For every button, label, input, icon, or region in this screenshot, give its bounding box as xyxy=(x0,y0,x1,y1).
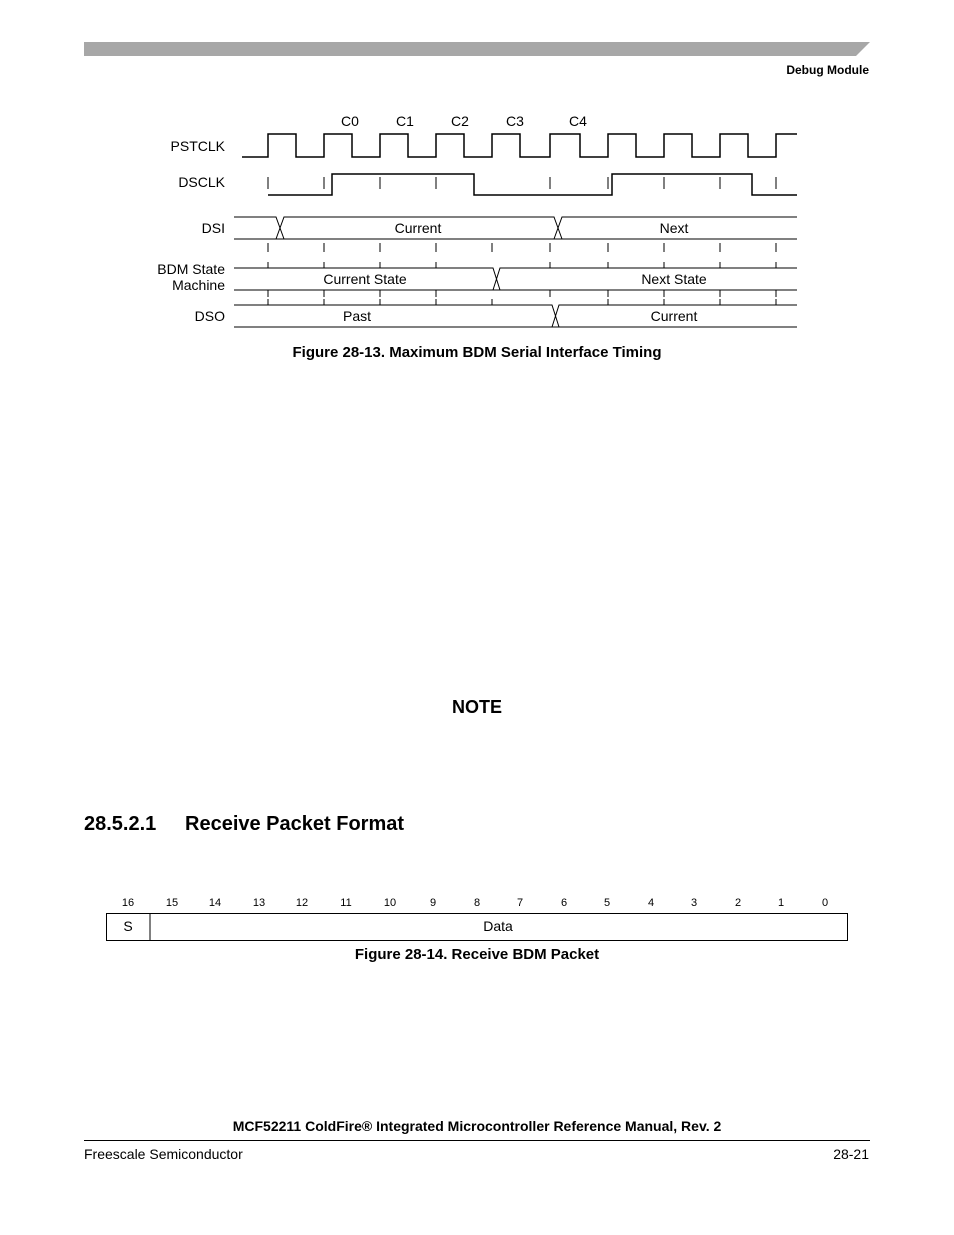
packet-box xyxy=(107,914,848,941)
bit-number: 9 xyxy=(429,897,437,909)
section-number: 28.5.2.1 xyxy=(84,813,157,835)
cycle-label-c4: C4 xyxy=(569,113,587,129)
cycle-label-c0: C0 xyxy=(341,113,359,129)
note-title: NOTE xyxy=(451,697,502,717)
cycle-label-c3: C3 xyxy=(506,113,524,129)
signal-label-bdm-line2: Machine xyxy=(172,277,225,293)
bit-number: 4 xyxy=(647,897,655,909)
bit-number: 11 xyxy=(340,897,352,909)
dsi-value-current: Current xyxy=(394,220,442,236)
signal-label-bdm-line1: BDM State xyxy=(157,261,225,277)
bit-number: 6 xyxy=(560,897,568,909)
packet-field-status: S xyxy=(123,918,133,934)
section-title: Receive Packet Format xyxy=(185,813,405,835)
bit-number: 13 xyxy=(252,897,266,909)
footer-rule xyxy=(84,1140,870,1141)
bdm-value-next-state: Next State xyxy=(641,271,707,287)
signal-label-dsi: DSI xyxy=(201,220,225,236)
bit-number: 8 xyxy=(473,897,481,909)
figure-13-caption: Figure 28-13. Maximum BDM Serial Interface Timing xyxy=(292,344,662,361)
signal-label-pstclk: PSTCLK xyxy=(170,138,225,154)
dsi-value-next: Next xyxy=(659,220,689,236)
bit-number: 0 xyxy=(821,897,829,909)
bit-number: 7 xyxy=(516,897,524,909)
footer-company: Freescale Semiconductor xyxy=(84,1146,243,1162)
cycle-label-c1: C1 xyxy=(396,113,414,129)
bdm-value-current-state: Current State xyxy=(323,271,407,287)
bit-number: 5 xyxy=(603,897,611,909)
footer-manual-title: MCF52211 ColdFire® Integrated Microcontroller Reference Manual, Rev. 2 xyxy=(232,1118,722,1134)
packet-field-data: Data xyxy=(483,918,513,934)
bit-number: 15 xyxy=(165,897,179,909)
bit-number: 12 xyxy=(295,897,309,909)
bit-number: 3 xyxy=(690,897,698,909)
bit-number: 2 xyxy=(734,897,742,909)
header-section-title: Debug Module xyxy=(786,63,869,77)
dso-value-past: Past xyxy=(342,308,372,324)
cycle-label-c2: C2 xyxy=(451,113,469,129)
dso-value-current: Current xyxy=(650,308,698,324)
bit-number: 10 xyxy=(383,897,397,909)
bit-number: 14 xyxy=(208,897,222,909)
bit-number: 16 xyxy=(121,897,135,909)
figure-14-caption: Figure 28-14. Receive BDM Packet xyxy=(354,946,600,963)
signal-label-dso: DSO xyxy=(194,308,225,324)
signal-label-dsclk: DSCLK xyxy=(178,174,225,190)
footer-page-number: 28-21 xyxy=(833,1146,869,1162)
bit-number: 1 xyxy=(777,897,785,909)
